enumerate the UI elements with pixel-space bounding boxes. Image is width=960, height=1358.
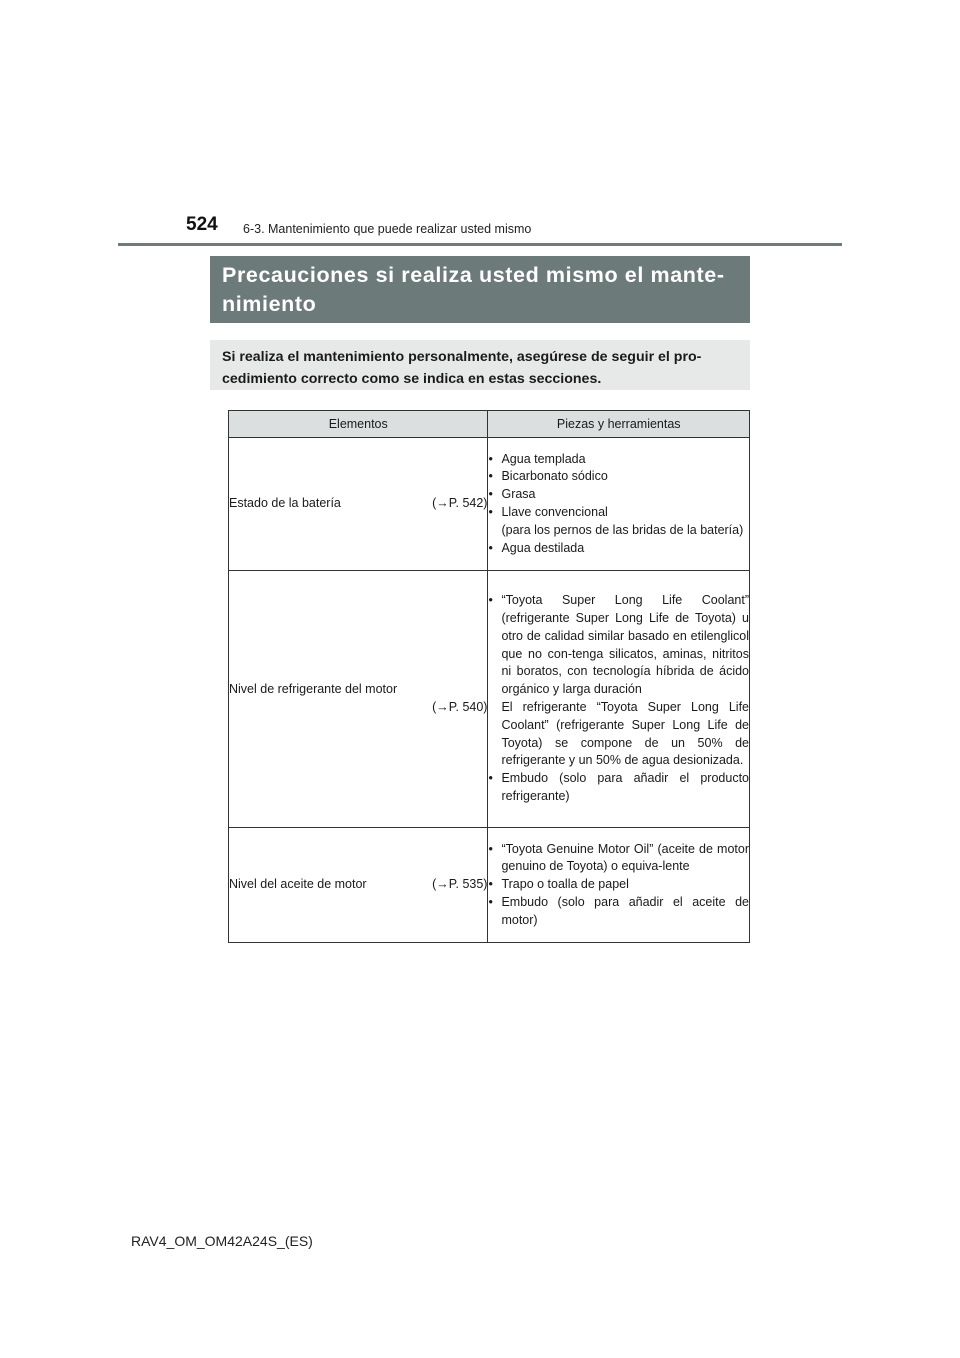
page-reference: (→P. 540)	[432, 700, 488, 714]
items-list	[488, 841, 749, 930]
section-title-band	[210, 256, 750, 323]
table-row	[229, 438, 750, 571]
intro-band	[210, 340, 750, 390]
header-elements: Elementos	[229, 411, 488, 438]
parts-table	[228, 410, 750, 943]
element-name: Nivel del aceite de motor	[229, 877, 367, 892]
table-header-row	[229, 411, 750, 438]
items-cell	[488, 828, 750, 943]
list-item: • Trapo o toalla de papel	[488, 877, 629, 892]
item-note: El refrigerante “Toyota Super Long Life Coolant” (refrigerante Super Long Life de Toyota) se compone de un 50% de refrigerante y un 50% de agua desionizada.	[501, 700, 749, 768]
items-list	[488, 451, 749, 558]
intro-text	[222, 346, 740, 390]
item-note: (para los pernos de las bridas de la batería)	[501, 522, 744, 537]
element-name: Nivel de refrigerante del motor	[229, 682, 398, 697]
element-cell	[229, 571, 488, 828]
list-item: • Bicarbonato sódico	[488, 469, 608, 484]
header-parts-tools: Piezas y herramientas	[488, 411, 750, 438]
element-cell	[229, 828, 488, 943]
list-item: • “Toyota Super Long Life Coolant” (refrigerante Super Long Life de Toyota) u otro de calidad similar basado en etilenglicol que no con-tenga silicatos, aminas, nitritos ni boratos, con tecnología híbrida de ácido orgánico y larga duración El refrigerante “Toyota Super Long Life Coolant” (refrigerante Super Long Life de Toyota) se compone de un 50% de refrigerante y un 50% de agua desionizada.	[488, 592, 749, 770]
page-number: 524	[186, 214, 218, 235]
table-row	[229, 571, 750, 828]
items-list	[488, 592, 749, 806]
header-rule	[118, 243, 842, 246]
intro-line-1: Si realiza el mantenimiento personalmente, asegúrese de seguir el pro-	[222, 349, 702, 365]
list-item: • Grasa	[488, 487, 536, 502]
page-reference: (→P. 535)	[432, 877, 488, 892]
element-line	[229, 495, 487, 513]
section-title-line-1: Precauciones si realiza usted mismo el mante-	[222, 263, 725, 287]
items-cell	[488, 571, 750, 828]
list-item: • Agua destilada	[488, 540, 585, 555]
element-cell	[229, 438, 488, 571]
items-cell	[488, 438, 750, 571]
section-title	[222, 261, 740, 319]
table-row	[229, 828, 750, 943]
element-name: Estado de la batería	[229, 496, 341, 511]
list-item: • Embudo (solo para añadir el producto refrigerante)	[488, 771, 749, 803]
list-item: • Embudo (solo para añadir el aceite de motor)	[488, 894, 749, 927]
list-item: • Llave convencional (para los pernos de las bridas de la batería)	[488, 504, 749, 540]
intro-line-2: cedimiento correcto como se indica en estas secciones.	[222, 371, 602, 387]
list-item: • “Toyota Genuine Motor Oil” (aceite de motor genuino de Toyota) o equiva-lente	[488, 841, 749, 874]
element-line	[229, 876, 487, 894]
chapter-title: 6-3. Mantenimiento que puede realizar usted mismo	[243, 222, 532, 236]
section-title-line-2: nimiento	[222, 292, 317, 316]
page-reference: (→P. 542)	[432, 496, 488, 511]
footer-code: RAV4_OM_OM42A24S_(ES)	[131, 1233, 313, 1249]
list-item: • Agua templada	[488, 451, 586, 466]
